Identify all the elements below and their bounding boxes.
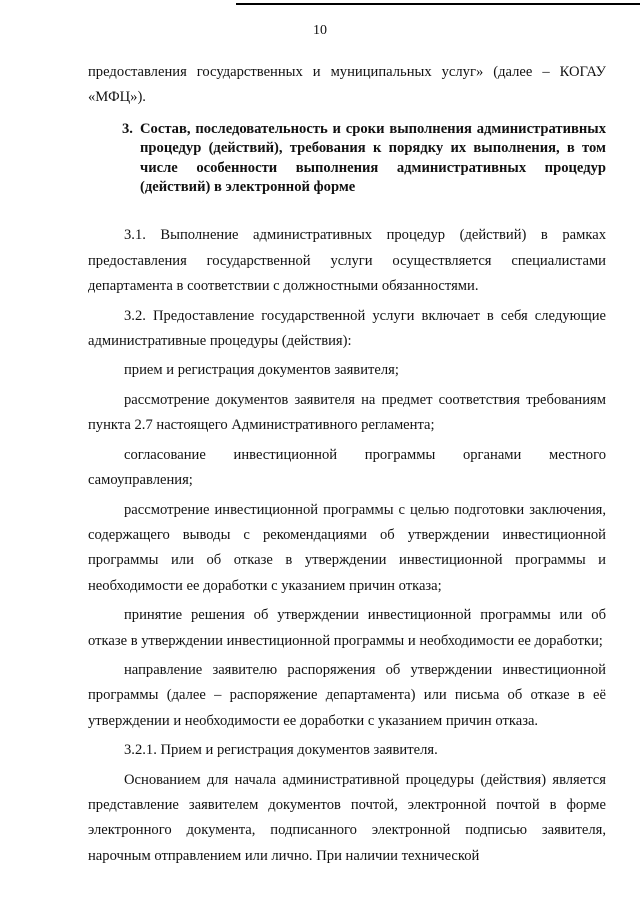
paragraph-3-2-1: 3.2.1. Прием и регистрация документов заявителя. — [124, 742, 438, 759]
paragraph-3-2: 3.2. Предоставление государственной услуги включает в себя следующие административные процедуры (действия): — [88, 307, 606, 350]
section-number: 3. — [122, 120, 133, 137]
section-heading-text: Состав, последовательность и сроки выполнения административных процедур (действий), требования к порядку их выполнения, в том числе особенности выполнения административных процедур (действий) в электронной форме — [140, 120, 606, 196]
header-rule — [236, 3, 640, 5]
procedure-item: направление заявителю распоряжения об утверждении инвестиционной программы (далее – распоряжение департамента) или письма об отказе в её утверждении и необходимости ее доработки с указанием причин отказа. — [88, 661, 606, 729]
procedure-item: согласование инвестиционной программы органами местного самоуправления; — [88, 446, 606, 489]
procedure-item: прием и регистрация документов заявителя; — [124, 362, 399, 379]
basis-paragraph: Основанием для начала административной процедуры (действия) является представление заявителем документов почтой, электронной почтой в форме электронного документа, подписанного электронной подписью заявителя, нарочным отправлением или лично. При наличии технической — [88, 771, 606, 864]
document-body — [88, 60, 606, 869]
page-number: 10 — [313, 23, 327, 38]
procedure-item: рассмотрение инвестиционной программы с целью подготовки заключения, содержащего выводы с рекомендациями об утверждении инвестиционной программы или об отказе в утверждении инвестиционной программы и необходимости ее доработки с указанием причин отказа; — [88, 501, 606, 594]
procedure-item: рассмотрение документов заявителя на предмет соответствия требованиям пункта 2.7 настоящего Административного регламента; — [88, 391, 606, 434]
paragraph-3-1: 3.1. Выполнение административных процедур (действий) в рамках предоставления государственной услуги осуществляется специалистами департамента в соответствии с должностными обязанностями. — [88, 227, 606, 295]
section-3-heading — [88, 120, 606, 198]
intro-continuation-paragraph: предоставления государственных и муниципальных услуг» (далее – КОГАУ «МФЦ»). — [88, 64, 606, 106]
procedure-item: принятие решения об утверждении инвестиционной программы или об отказе в утверждении инвестиционной программы и необходимости ее доработки; — [88, 607, 606, 649]
